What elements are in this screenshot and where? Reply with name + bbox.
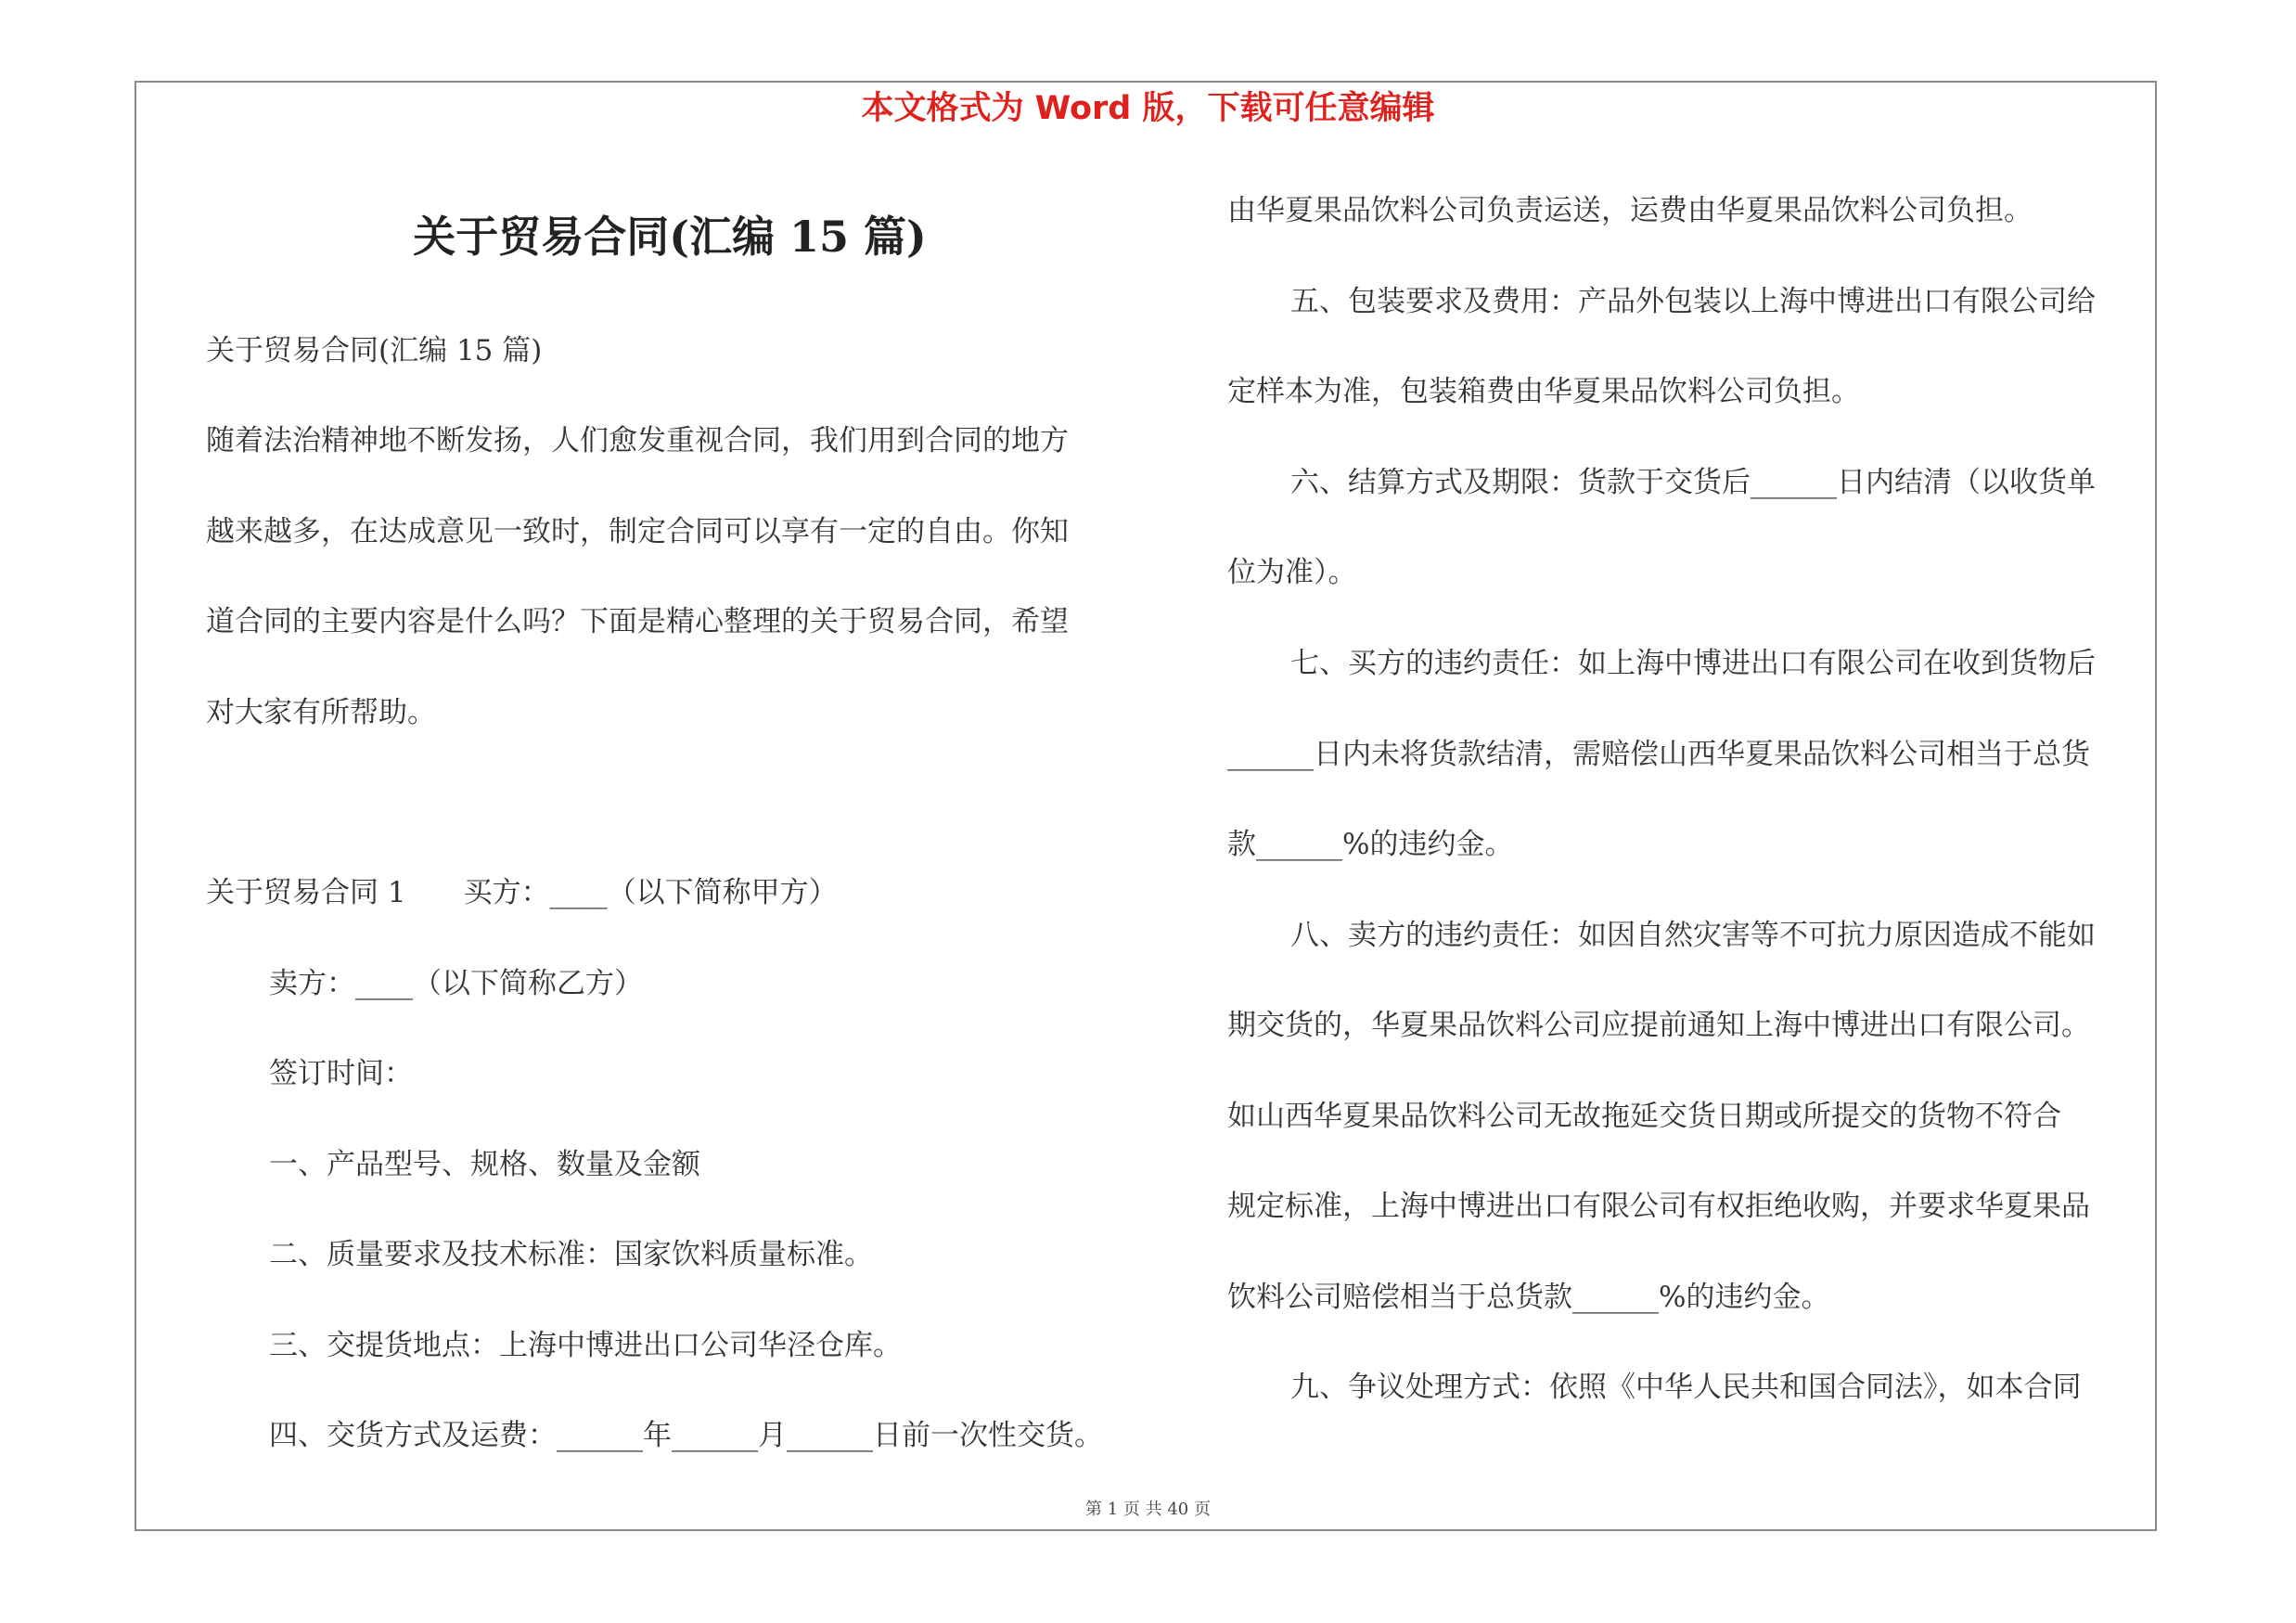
paragraph-line: 道合同的主要内容是什么吗？下面是精心整理的关于贸易合同，希望 [206,605,1069,638]
seller-line: 卖方：____（以下简称乙方） [269,967,643,1000]
clause-line: 三、交提货地点：上海中博进出口公司华泾仓库。 [269,1329,902,1362]
paragraph-line: 饮料公司赔偿相当于总货款______%的违约金。 [1227,1281,1830,1314]
paragraph-line: ______日内未将货款结清，需赔偿山西华夏果品饮料公司相当于总货 [1227,738,2090,771]
contract-heading-line: 关于贸易合同 1 买方：____（以下简称甲方） [206,876,838,909]
paragraph-line: 款______%的违约金。 [1227,828,1514,861]
paragraph-line: 对大家有所帮助。 [206,696,436,729]
paragraph-line: 如山西华夏果品饮料公司无故拖延交货日期或所提交的货物不符合 [1227,1100,2061,1133]
clause-line: 七、买方的违约责任：如上海中博进出口有限公司在收到货物后 [1290,647,2096,680]
paragraph-line: 规定标准，上海中博进出口有限公司有权拒绝收购，并要求华夏果品 [1227,1190,2090,1223]
document-title: 关于贸易合同(汇编 15 篇) [413,212,927,262]
clause-line: 六、结算方式及期限：货款于交货后______日内结清（以收货单 [1290,466,2096,499]
paragraph-line: 期交货的，华夏果品饮料公司应提前通知上海中博进出口有限公司。 [1227,1009,2090,1042]
format-banner: 本文格式为 Word 版，下载可任意编辑 [861,90,1435,127]
page-number: 第 1 页 共 40 页 [1085,1500,1211,1519]
paragraph-line: 由华夏果品饮料公司负责运送，运费由华夏果品饮料公司负担。 [1227,194,2033,227]
paragraph-line: 随着法治精神地不断发扬，人们愈发重视合同，我们用到合同的地方 [206,424,1069,457]
clause-line: 一、产品型号、规格、数量及金额 [269,1148,700,1181]
intro-heading: 关于贸易合同(汇编 15 篇) [206,334,543,367]
paragraph-line: 位为准）。 [1227,556,1357,589]
clause-line: 五、包装要求及费用：产品外包装以上海中博进出口有限公司给 [1290,285,2096,318]
clause-line: 九、争议处理方式：依照《中华人民共和国合同法》，如本合同 [1290,1371,2082,1404]
clause-line: 八、卖方的违约责任：如因自然灾害等不可抗力原因造成不能如 [1290,919,2096,952]
clause-line: 四、交货方式及运费：______年______月______日前一次性交货。 [269,1419,1103,1452]
clause-line: 二、质量要求及技术标准：国家饮料质量标准。 [269,1238,873,1271]
sign-time-line: 签订时间： [269,1057,413,1090]
paragraph-line: 定样本为准，包装箱费由华夏果品饮料公司负担。 [1227,375,1860,408]
paragraph-line: 越来越多，在达成意见一致时，制定合同可以享有一定的自由。你知 [206,515,1069,548]
